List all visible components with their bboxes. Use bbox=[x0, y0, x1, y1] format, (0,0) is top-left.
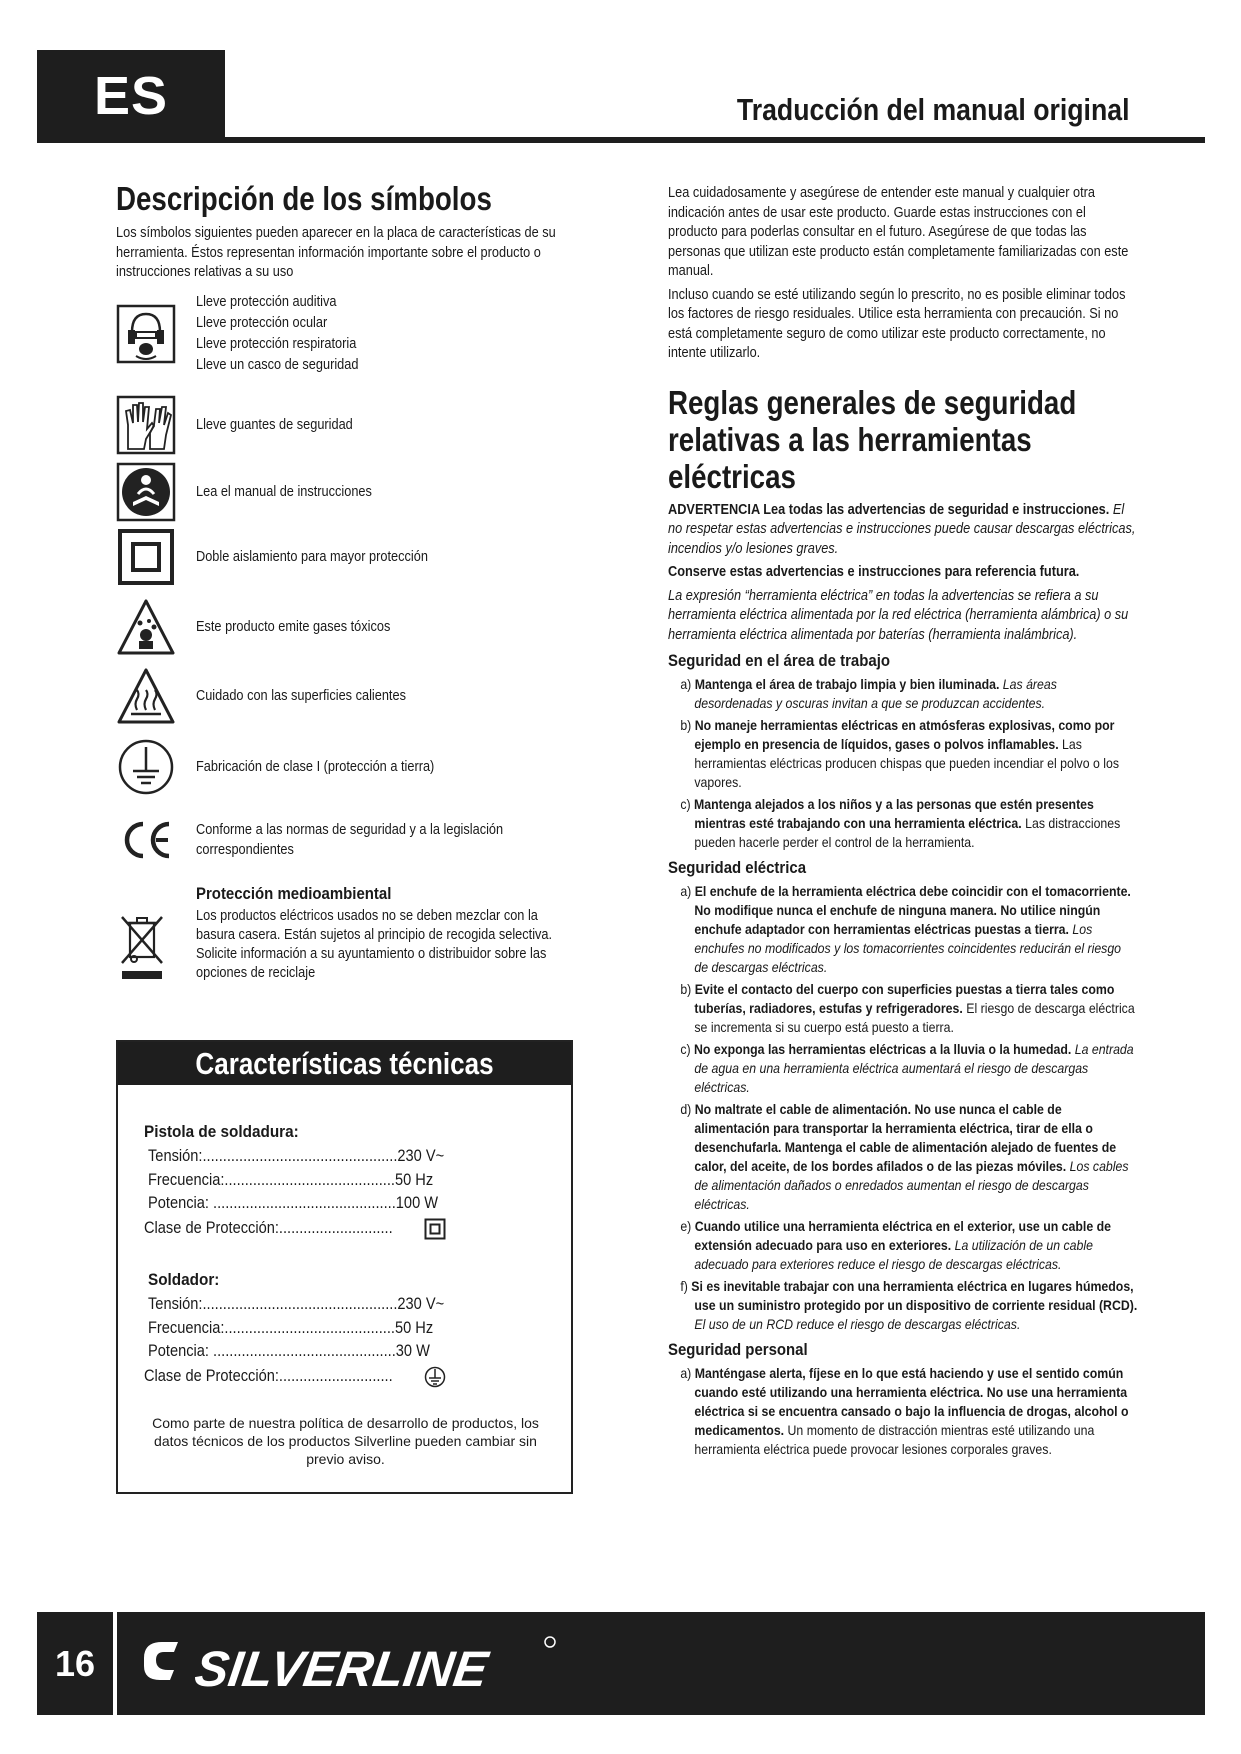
symbol-row-class1 bbox=[116, 737, 586, 797]
header-rule bbox=[37, 137, 1205, 143]
read-manual-icon bbox=[116, 462, 176, 522]
iron-class: Clase de Protección:............................ bbox=[144, 1366, 393, 1385]
tech-specs-header bbox=[118, 1042, 571, 1085]
toxic-text: Este producto emite gases tóxicos bbox=[196, 619, 391, 635]
safety-item bbox=[668, 1217, 1138, 1274]
earth-ground-icon bbox=[424, 1366, 446, 1388]
gun-voltage: Tensión:................................................230 V~ bbox=[148, 1146, 445, 1165]
tech-specs-note: Como parte de nuestra política de desarrollo de productos, los datos técnicos de los productos Silverline pueden cambiar sin previo aviso. bbox=[152, 1415, 539, 1467]
item-bold: Mantenga alejados a los niños y a las personas que estén presentes mientras esté trabajando con una herramienta eléctrica. bbox=[694, 796, 1094, 831]
gun-heading: Pistola de soldadura: bbox=[144, 1122, 299, 1141]
item-regular: Un momento de distracción mientras esté utilizando una herramienta eléctrica puede provocar lesiones corporales graves. bbox=[694, 1422, 1095, 1457]
item-bold: No maneje herramientas eléctricas en atmósferas explosivas, como por ejemplo en presencia de líquidos, gases o polvos inflamables. bbox=[694, 717, 1115, 752]
iron-voltage: Tensión:................................................230 V~ bbox=[148, 1294, 445, 1313]
symbol-row-gloves bbox=[116, 395, 586, 455]
item-italic: Los cables de alimentación dañados o enredados aumentan el riesgo de descargas eléctricas. bbox=[694, 1158, 1129, 1212]
environment-line-3: Solicite información a su ayuntamiento o distribuidor sobre las bbox=[196, 946, 547, 962]
footer-divider bbox=[113, 1612, 117, 1715]
item-bold: No maltrate el cable de alimentación. No use nunca el cable de alimentación para transportar la herramienta eléctrica, tirar de ella o desenchufarla. Mantenga el cable de alimentación alejado de fuentes de calor, del aceite, de los bordes afilados o de las piezas móviles. bbox=[694, 1101, 1117, 1174]
item-marker: a) bbox=[680, 883, 695, 899]
iron-power: Potencia: .............................................30 W bbox=[148, 1341, 430, 1360]
item-bold: Si es inevitable trabajar con una herramienta eléctrica en lugares húmedos, use un suministro protegido por un dispositivo de corriente residual (RCD). bbox=[691, 1278, 1138, 1313]
work-area-list bbox=[668, 675, 1138, 852]
ce-text-line1: Conforme a las normas de seguridad y a la legislación bbox=[196, 822, 504, 838]
rules-title-line-2: relativas a las herramientas bbox=[668, 420, 1032, 458]
symbol-row-double-insulation bbox=[116, 527, 586, 587]
symbol-row-ce bbox=[116, 810, 586, 870]
symbol-row-manual bbox=[116, 462, 586, 522]
intro-paragraph-1: Lea cuidadosamente y asegúrese de entender este manual y cualquier otra indicación antes de usar este producto. Guarde estas instrucciones con el producto para poderlas consultar en el futuro. Asegúrese de que todas las personas que utilizan este producto están completamente familiarizadas con este manual. bbox=[668, 185, 1129, 279]
item-bold: Manténgase alerta, fíjese en lo que está haciendo y use el sentido común cuando esté utilizando una herramienta eléctrica. No use una herramienta eléctrica si se encuentra cansado o bajo la influencia de drogas, alcohol o medicamentos. bbox=[694, 1365, 1129, 1438]
iron-heading: Soldador: bbox=[148, 1270, 220, 1289]
ppe-line-respiratory: Lleve protección respiratoria bbox=[196, 336, 357, 352]
gun-frequency: Frecuencia:..........................................50 Hz bbox=[148, 1170, 434, 1189]
symbol-row-ppe bbox=[116, 292, 586, 382]
safety-item bbox=[668, 1364, 1138, 1459]
item-italic: Los enchufes no modificados y los tomacorrientes coincidentes reducirán el riesgo de descargas eléctricas. bbox=[694, 921, 1122, 975]
double-insulation-icon bbox=[424, 1218, 446, 1240]
item-marker: d) bbox=[680, 1101, 695, 1117]
item-regular: Las herramientas eléctricas producen chispas que pueden incendiar el polvo o los vapores. bbox=[694, 736, 1120, 790]
toxic-fumes-icon bbox=[116, 597, 176, 657]
page-number: 16 bbox=[54, 1642, 96, 1684]
electrical-safety-title: Seguridad eléctrica bbox=[668, 858, 807, 877]
item-marker: c) bbox=[680, 1041, 695, 1057]
ppe-line-hearing: Lleve protección auditiva bbox=[196, 294, 337, 310]
ppe-icon bbox=[116, 304, 176, 364]
item-regular: Las distracciones pueden hacerle perder el control de la herramienta. bbox=[694, 815, 1121, 850]
item-marker: e) bbox=[680, 1218, 695, 1234]
language-badge bbox=[37, 50, 225, 142]
item-italic: El uso de un RCD reduce el riesgo de descargas eléctricas. bbox=[694, 1316, 1021, 1332]
item-marker: c) bbox=[680, 796, 695, 812]
symbols-intro bbox=[116, 224, 576, 283]
ce-text-line2: correspondientes bbox=[196, 842, 294, 858]
gun-class: Clase de Protección:............................ bbox=[144, 1218, 393, 1237]
safety-item bbox=[668, 795, 1138, 852]
tech-specs-box bbox=[116, 1040, 573, 1494]
gloves-text: Lleve guantes de seguridad bbox=[196, 417, 353, 433]
tech-specs-title: Características técnicas bbox=[195, 1045, 494, 1081]
earth-ground-icon bbox=[116, 737, 176, 797]
keep-instructions: Conserve estas advertencias e instrucciones para referencia futura. bbox=[668, 564, 1080, 580]
page-header-title: Traducción del manual original bbox=[736, 92, 1129, 127]
safety-item bbox=[668, 716, 1138, 792]
right-column bbox=[668, 184, 1138, 1462]
item-marker: a) bbox=[680, 676, 695, 692]
symbols-title: Descripción de los símbolos bbox=[116, 180, 492, 217]
work-area-title: Seguridad en el área de trabajo bbox=[668, 651, 890, 670]
manual-text: Lea el manual de instrucciones bbox=[196, 484, 372, 500]
item-bold: Evite el contacto del cuerpo con superficies puestas a tierra tales como tuberías, radiadores, estufas y refrigeradores. bbox=[694, 981, 1115, 1016]
warning-paragraph bbox=[668, 501, 1138, 560]
double-insulation-text: Doble aislamiento para mayor protección bbox=[196, 549, 428, 565]
environment-line-1: Los productos eléctricos usados no se deben mezclar con la bbox=[196, 908, 538, 924]
safety-item bbox=[668, 1277, 1138, 1334]
item-marker: f) bbox=[680, 1278, 692, 1294]
item-bold: No exponga las herramientas eléctricas a la lluvia o la humedad. bbox=[694, 1041, 1075, 1057]
item-bold: El enchufe de la herramienta eléctrica debe coincidir con el tomacorriente. No modifique nunca el enchufe de ninguna manera. No utilice ningún enchufe adaptador con herramientas eléctricas puestas a tierra. bbox=[694, 883, 1131, 937]
safety-item bbox=[668, 980, 1138, 1037]
electrical-safety-list bbox=[668, 882, 1138, 1334]
rules-title bbox=[668, 383, 1077, 495]
expression-paragraph: La expresión “herramienta eléctrica” en todas la advertencias se refiera a su herramienta eléctrica alimentada por la red eléctrica (herramienta alámbrica) o su herramienta eléctrica alimentada por baterías (herramienta inalámbrica). bbox=[668, 587, 1129, 643]
warning-italic: El no respetar estas advertencias e instrucciones puede causar descargas eléctricas, incendios y/o lesiones graves. bbox=[668, 501, 1136, 557]
safety-item bbox=[668, 675, 1138, 713]
environment-title: Protección medioambiental bbox=[196, 884, 392, 903]
safety-item bbox=[668, 882, 1138, 977]
weee-bin-icon bbox=[116, 911, 168, 981]
symbol-row-toxic bbox=[116, 597, 586, 657]
symbol-row-environment bbox=[116, 883, 586, 993]
gloves-icon bbox=[116, 395, 176, 455]
intro-paragraph-2: Incluso cuando se esté utilizando según lo prescrito, no es posible eliminar todos los factores de riesgo residuales. Utilice esta herramienta con precaución. Si no está completamente seguro de como utilizar este producto correctamente, no intente utilizarlo. bbox=[668, 286, 1126, 361]
item-marker: b) bbox=[680, 981, 695, 997]
safety-item bbox=[668, 1040, 1138, 1097]
hot-surface-icon bbox=[116, 666, 176, 726]
item-italic: La entrada de agua en una herramienta eléctrica aumentará el riesgo de descargas eléctricas. bbox=[694, 1041, 1134, 1095]
rules-title-line-3: eléctricas bbox=[668, 457, 796, 495]
symbols-intro-text: Los símbolos siguientes pueden aparecer en la placa de características de su herramienta. Éstos representan información importante sobre el producto o instrucciones relativas a su uso bbox=[116, 225, 556, 280]
item-italic: La utilización de un cable adecuado para exteriores reduce el riesgo de descargas eléctricas. bbox=[694, 1237, 1093, 1272]
double-insulation-icon bbox=[116, 527, 176, 587]
class1-text: Fabricación de clase I (protección a tierra) bbox=[196, 759, 435, 775]
environment-line-4: opciones de reciclaje bbox=[196, 965, 316, 981]
personal-safety-title: Seguridad personal bbox=[668, 1340, 808, 1359]
environment-line-2: basura casera. Están sujetos al principio de recogida selectiva. bbox=[196, 927, 553, 943]
iron-frequency: Frecuencia:..........................................50 Hz bbox=[148, 1318, 434, 1337]
silverline-logo bbox=[138, 1622, 558, 1702]
safety-item bbox=[668, 1100, 1138, 1214]
personal-safety-list bbox=[668, 1364, 1138, 1459]
item-bold: Mantenga el área de trabajo limpia y bien iluminada. bbox=[694, 676, 1003, 692]
item-bold: Cuando utilice una herramienta eléctrica en el exterior, use un cable de extensión adecuado para uso en exteriores. bbox=[694, 1218, 1111, 1253]
ppe-line-eye: Lleve protección ocular bbox=[196, 315, 328, 331]
rules-title-line-1: Reglas generales de seguridad bbox=[668, 383, 1077, 421]
item-regular: El riesgo de descarga eléctrica se incrementa si su cuerpo está puesto a tierra. bbox=[694, 1000, 1135, 1035]
ce-mark-icon bbox=[116, 810, 176, 870]
warning-bold: ADVERTENCIA Lea todas las advertencias de seguridad e instrucciones. bbox=[668, 501, 1110, 518]
brand-text: SILVERLINE bbox=[191, 1641, 492, 1697]
language-code: ES bbox=[93, 66, 169, 126]
ppe-line-helmet: Lleve un casco de seguridad bbox=[196, 357, 359, 373]
item-marker: a) bbox=[680, 1365, 695, 1381]
item-italic: Las áreas desordenadas y oscuras invitan a que se produzcan accidentes. bbox=[694, 676, 1057, 711]
symbol-row-hot bbox=[116, 666, 586, 726]
item-marker: b) bbox=[680, 717, 695, 733]
gun-power: Potencia: .............................................100 W bbox=[148, 1193, 439, 1212]
hot-text: Cuidado con las superficies calientes bbox=[196, 688, 406, 704]
